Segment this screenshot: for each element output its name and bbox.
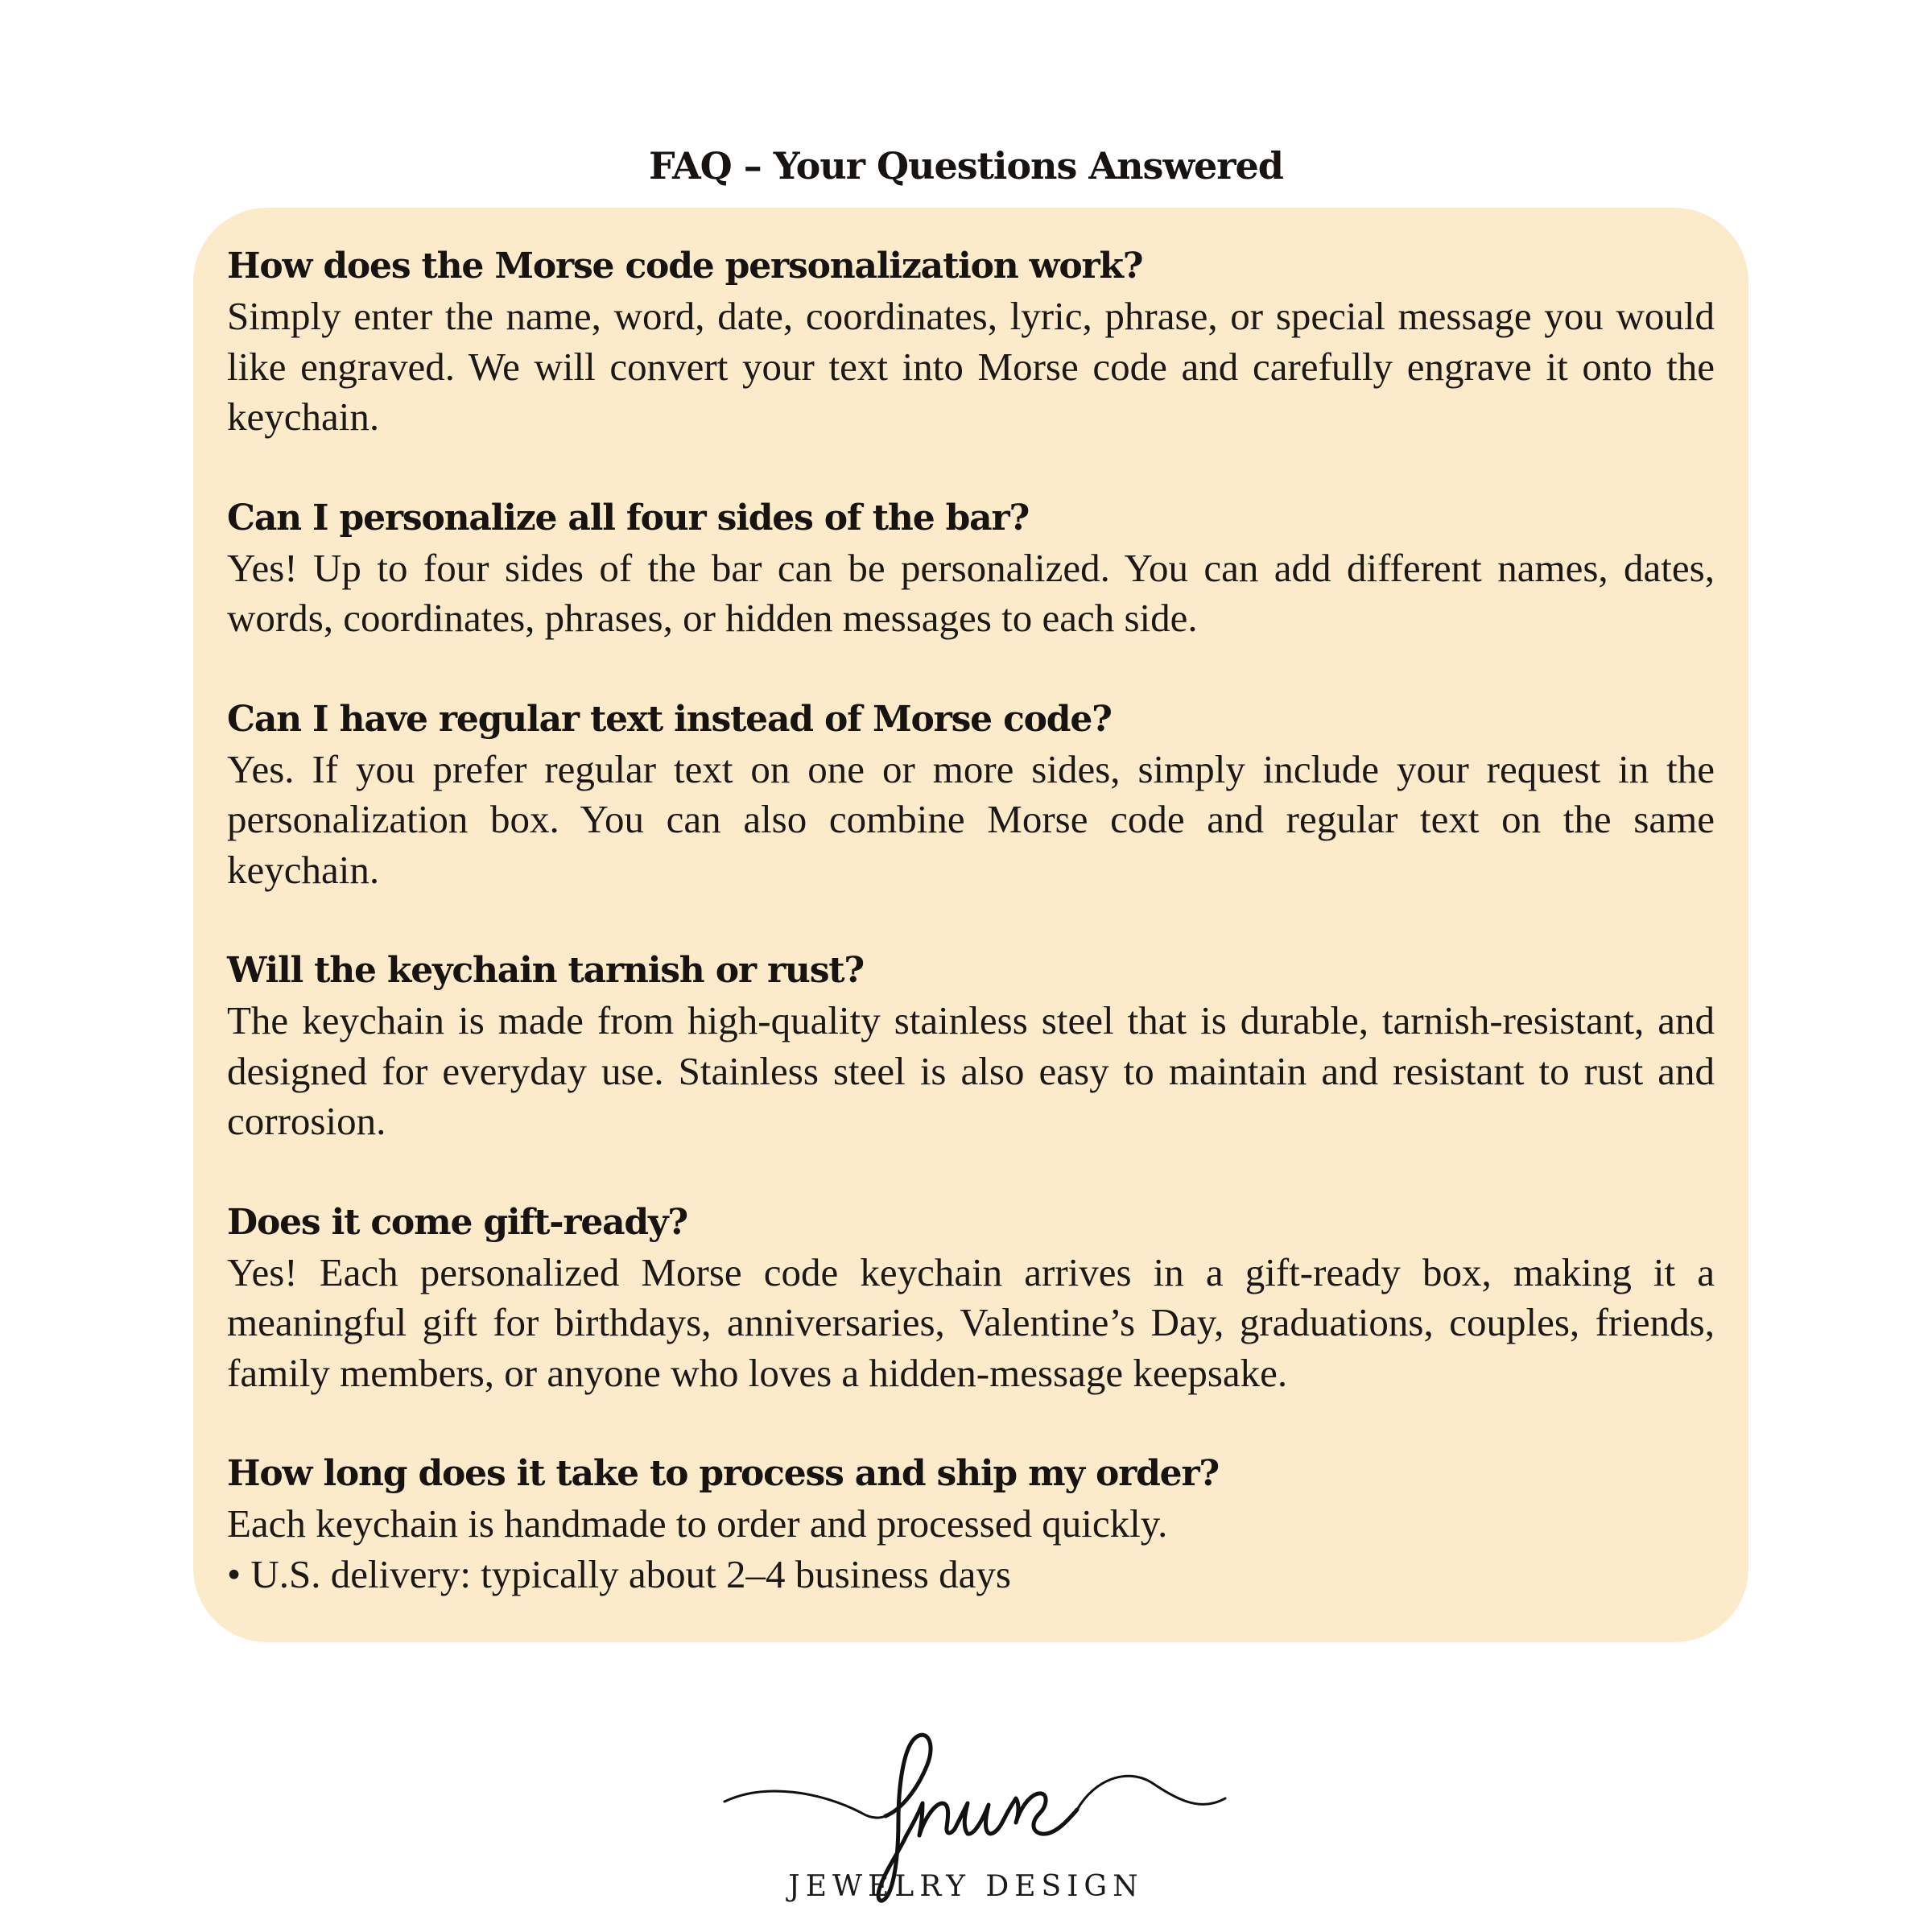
faq-question: How long does it take to process and ship my order?	[227, 1453, 1220, 1494]
faq-question: Will the keychain tarnish or rust?	[227, 950, 864, 991]
faq-item-regular-text	[227, 695, 1715, 896]
faq-answer: Each keychain is handmade to order and processed quickly.	[227, 1501, 1168, 1546]
faq-item-processing-shipping	[227, 1449, 1715, 1600]
faq-question: How does the Morse code personalization work?	[227, 246, 1143, 287]
faq-answer: Yes. If you prefer regular text on one or more sides, simply include your request in the personalization box. You can also combine Morse code and regular text on the same keychain.	[227, 746, 1715, 892]
faq-question: Does it come gift-ready?	[227, 1201, 687, 1243]
page-title: FAQ – Your Questions Answered	[649, 144, 1283, 188]
faq-item-tarnish-rust	[227, 946, 1715, 1147]
faq-bullet-us-delivery: • U.S. delivery: typically about 2–4 business days	[227, 1551, 1011, 1596]
faq-answer: Yes! Each personalized Morse code keychain arrives in a gift-ready box, making it a meaningful gift for birthdays, anniversaries, Valentine’s Day, graduations, couples, friends, family members, or anyone who loves a hidden-message keepsake.	[227, 1249, 1715, 1395]
faq-answer: The keychain is made from high-quality stainless steel that is durable, tarnish-resistant, and designed for everyday use. Stainless steel is also easy to maintain and resistant to rust and corrosion.	[227, 998, 1715, 1143]
faq-question: Can I personalize all four sides of the bar?	[227, 497, 1030, 539]
brand-tagline: JEWELRY DESIGN	[788, 1870, 1144, 1903]
faq-answer: Simply enter the name, word, date, coordinates, lyric, phrase, or special message you would like engraved. We will convert your text into Morse code and carefully engrave it onto the keychain.	[227, 294, 1715, 439]
faq-item-gift-ready	[227, 1198, 1715, 1399]
faq-item-four-sides	[227, 493, 1715, 644]
faq-item-morse-personalization	[227, 242, 1715, 443]
faq-question: Can I have regular text instead of Morse code?	[227, 698, 1112, 740]
faq-answer: Yes! Up to four sides of the bar can be personalized. You can add different names, dates, words, coordinates, phrases, or hidden messages to each side.	[227, 545, 1715, 640]
faq-panel	[193, 208, 1748, 1642]
